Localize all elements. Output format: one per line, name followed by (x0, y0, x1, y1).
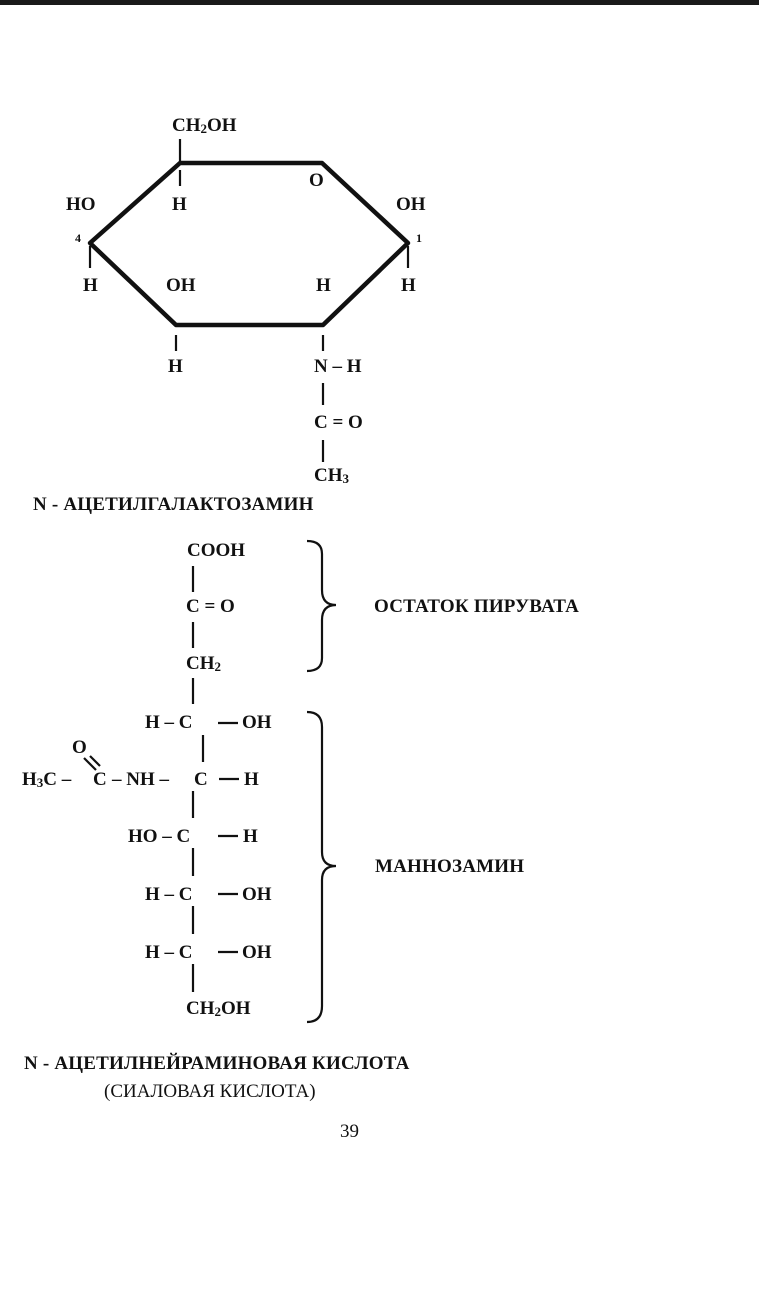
nana-c4-oh: OH (242, 712, 272, 733)
nana-acetyl-c: C (93, 769, 107, 790)
nana-c8-oh: OH (242, 942, 272, 963)
nana-acetyl-oxygen: O (72, 737, 87, 758)
nana-ch2: $CH_2$ (186, 653, 221, 674)
nana-c4-left: H – C (145, 712, 193, 733)
galnac-acyl-co: C = O (314, 412, 363, 433)
nana-caption: N - АЦЕТИЛНЕЙРАМИНОВАЯ КИСЛОТА (24, 1053, 410, 1074)
galnac-ch2oh-label: $CH_2OH$ (172, 115, 237, 136)
nana-subcaption: (СИАЛОВАЯ КИСЛОТА) (104, 1081, 316, 1102)
galnac-c4-h: H (83, 275, 98, 296)
galnac-c3-h: H (168, 356, 183, 377)
nana-cooh: COOH (187, 540, 246, 561)
nana-nh: – NH – (112, 769, 169, 790)
galnac-ring-oxygen: O (309, 170, 324, 191)
nana-c7-left: H – C (145, 884, 193, 905)
nana-c5: C (194, 769, 208, 790)
galnac-ring (90, 163, 408, 325)
galnac-c2-h: H (316, 275, 331, 296)
nana-h3c: $H_3C$ – (22, 769, 72, 790)
mannosamine-brace (307, 712, 336, 1022)
page-number: 39 (340, 1121, 359, 1142)
pyruvate-label: ОСТАТОК ПИРУВАТА (374, 596, 580, 617)
galnac-n-h: N – H (314, 356, 362, 377)
galnac-c1-number: 1 (416, 231, 422, 245)
galnac-acyl-ch3: $CH_3$ (314, 465, 349, 486)
nana-c7-oh: OH (242, 884, 272, 905)
nana-c6-left: HO – C (128, 826, 191, 847)
galnac-c5-h: H (172, 194, 187, 215)
galnac-caption: N - АЦЕТИЛГАЛАКТОЗАМИН (33, 494, 314, 515)
nana-keto: C = O (186, 596, 235, 617)
galnac-c4-ho: HO (66, 194, 96, 215)
galnac-c1-oh: OH (396, 194, 426, 215)
mannosamine-label: МАННОЗАМИН (375, 856, 525, 877)
galnac-c1-h: H (401, 275, 416, 296)
galnac-c4-number: 4 (75, 231, 81, 245)
nana-ch2oh: $CH_2OH$ (186, 998, 251, 1019)
galnac-c3-oh: OH (166, 275, 196, 296)
nana-c8-left: H – C (145, 942, 193, 963)
nana-c6-h: H (243, 826, 258, 847)
pyruvate-brace (307, 541, 336, 671)
nana-c5-h: H (244, 769, 259, 790)
